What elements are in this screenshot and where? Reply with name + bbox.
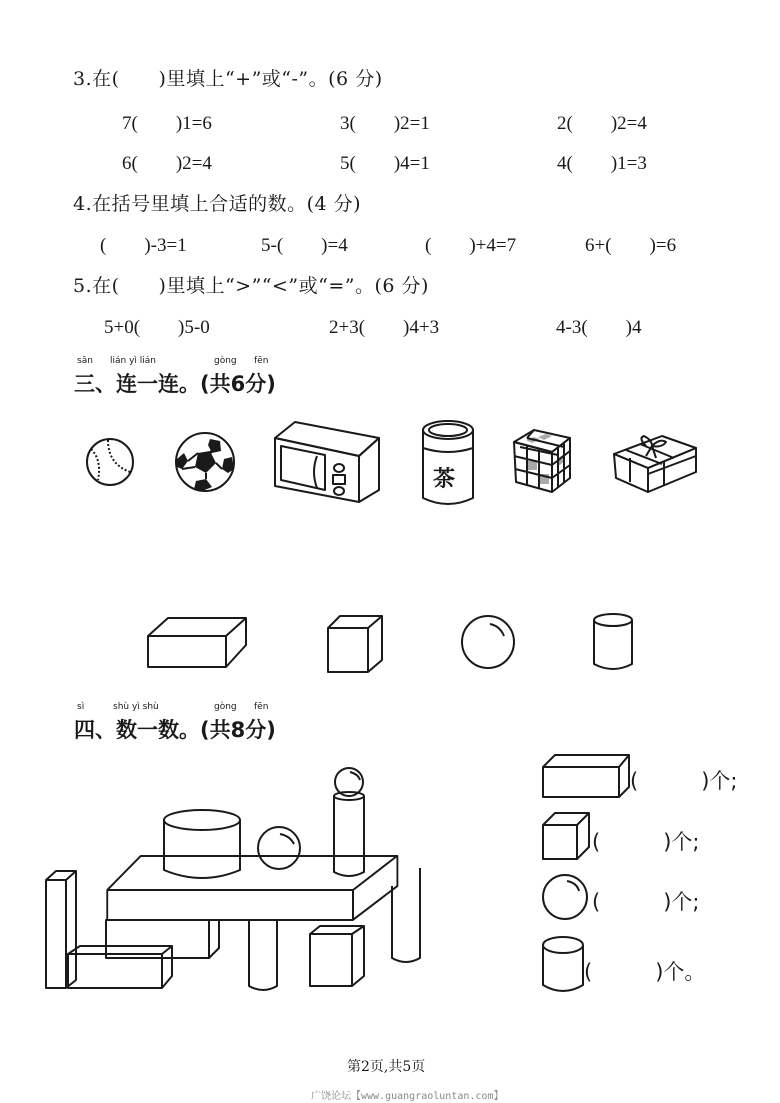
pinyin-gong: gòng [214, 702, 237, 712]
watermark: 广饶论坛【www.guangraoluntan.com】 [311, 1091, 504, 1102]
pinyin-gong: gòng [214, 356, 237, 366]
count-cuboid-answer[interactable]: ( )个; [630, 769, 738, 793]
pinyin-lian-yi-lian: lián yì lián [110, 356, 156, 366]
microwave-icon [273, 420, 383, 504]
pinyin-shu-yi-shu: shù yì shù [113, 702, 159, 712]
section-3-title: 三、连一连。(共6分) [74, 372, 276, 396]
q4-item-2: 5-( )=4 [261, 235, 348, 256]
rubiks-cube-icon [512, 428, 574, 494]
q3-item-3: 2( )2=4 [557, 113, 647, 134]
cuboid-shape [146, 616, 248, 670]
count-cube-icon [541, 811, 591, 861]
gift-box-icon [612, 432, 698, 494]
soccer-ball-icon [174, 431, 236, 493]
q5-item-2: 2+3( )4+3 [329, 317, 440, 338]
question-4-title: 4.在括号里填上合适的数。(4 分) [73, 193, 362, 215]
q4-item-3: ( )+4=7 [425, 235, 517, 256]
tea-character: 茶 [433, 467, 456, 492]
count-cylinder-answer[interactable]: ( )个。 [584, 960, 706, 984]
count-sphere-answer[interactable]: ( )个; [592, 890, 700, 914]
count-cuboid-icon [541, 753, 631, 799]
q3-item-6: 4( )1=3 [557, 153, 647, 174]
count-sphere-icon [541, 873, 589, 921]
sphere-shape [460, 614, 516, 670]
shape-composition-picture [44, 758, 394, 988]
q3-item-5: 5( )4=1 [340, 153, 430, 174]
baseball-icon [84, 436, 136, 488]
pinyin-fen: fēn [254, 356, 269, 366]
q5-item-3: 4-3( )4 [556, 317, 642, 338]
question-5-title: 5.在( )里填上“>”“<”或“=”。(6 分) [73, 275, 429, 297]
cylinder-shape [592, 612, 634, 674]
cube-shape [326, 614, 384, 674]
pinyin-san: sān [77, 356, 93, 366]
section-4-title: 四、数一数。(共8分) [74, 718, 276, 742]
pinyin-si: sì [77, 702, 85, 712]
question-3-title: 3.在( )里填上“+”或“-”。(6 分) [73, 68, 383, 90]
q4-item-1: ( )-3=1 [100, 235, 187, 256]
q5-item-1: 5+0( )5-0 [104, 317, 210, 338]
q3-item-2: 3( )2=1 [340, 113, 430, 134]
page-number: 第2页,共5页 [347, 1059, 426, 1075]
count-cube-answer[interactable]: ( )个; [592, 830, 700, 854]
count-cylinder-icon [541, 935, 585, 995]
q3-item-4: 6( )2=4 [122, 153, 212, 174]
pinyin-fen: fēn [254, 702, 269, 712]
q4-item-4: 6+( )=6 [585, 235, 677, 256]
q3-item-1: 7( )1=6 [122, 113, 212, 134]
